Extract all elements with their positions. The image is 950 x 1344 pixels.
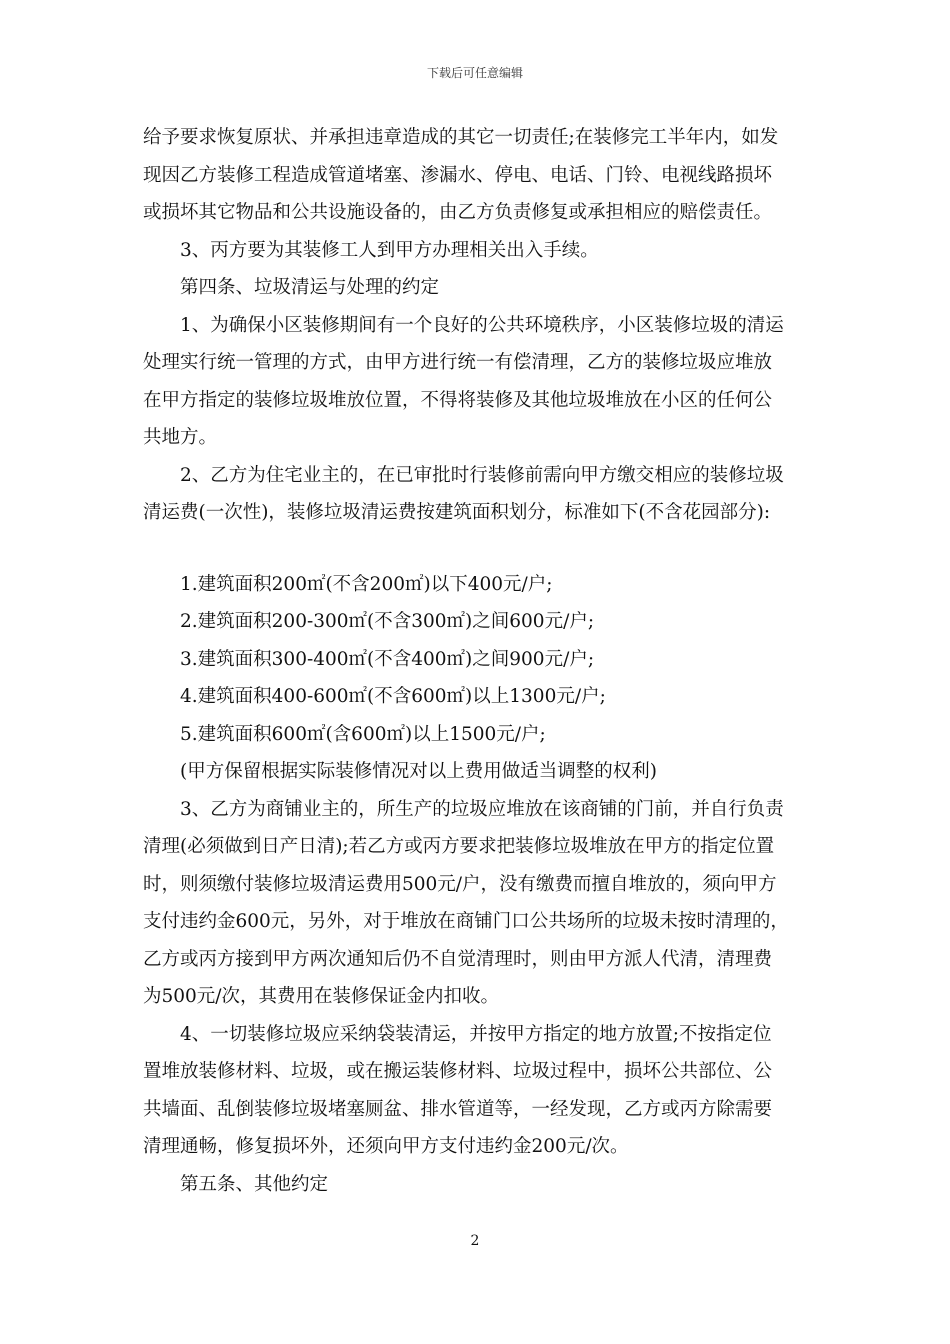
- paragraph-line: 现因乙方装修工程造成管道堵塞、渗漏水、停电、电话、门铃、电视线路损坏: [143, 164, 773, 186]
- paragraph-line: 在甲方指定的装修垃圾堆放位置，不得将装修及其他垃圾堆放在小区的任何公: [143, 389, 773, 411]
- paragraph-line: 共墙面、乱倒装修垃圾堵塞厕盆、排水管道等，一经发现，乙方或丙方除需要: [143, 1098, 773, 1120]
- paragraph-line: 乙方或丙方接到甲方两次通知后仍不自觉清理时，则由甲方派人代清，清理费: [143, 948, 773, 970]
- paragraph-line: 1、为确保小区装修期间有一个良好的公共环境秩序，小区装修垃圾的清运: [180, 314, 784, 336]
- paragraph-line: 清运费(一次性)，装修垃圾清运费按建筑面积划分，标准如下(不含花园部分):: [143, 502, 771, 523]
- list-item: 3.建筑面积300-400㎡(不含400㎡)之间900元/户;: [180, 648, 595, 670]
- paragraph-line: 共地方。: [143, 427, 218, 448]
- page-header: 下载后可任意编辑: [426, 66, 523, 80]
- paragraph-line: 4、一切装修垃圾应采纳袋装清运，并按甲方指定的地方放置;不按指定位: [180, 1023, 772, 1045]
- paragraph-line: 清理通畅，修复损坏外，还须向甲方支付违约金200元/次。: [143, 1136, 629, 1157]
- blank-line: [143, 532, 807, 566]
- paragraph-line: 为500元/次，其费用在装修保证金内扣收。: [143, 986, 500, 1007]
- paragraph-line: 2、乙方为住宅业主的，在已审批时行装修前需向甲方缴交相应的装修垃圾: [180, 464, 784, 486]
- paragraph-line: 时，则须缴付装修垃圾清运费用500元/户，没有缴费而擅自堆放的，须向甲方: [143, 873, 777, 895]
- paragraph-line: 或损坏其它物品和公共设施设备的，由乙方负责修复或承担相应的赔偿责任。: [143, 202, 773, 223]
- fee-note: (甲方保留根据实际装修情况对以上费用做适当调整的权利): [180, 761, 657, 782]
- paragraph-line: 处理实行统一管理的方式，由甲方进行统一有偿清理，乙方的装修垃圾应堆放: [143, 352, 773, 373]
- list-item: 1.建筑面积200㎡(不含200㎡)以下400元/户;: [180, 573, 553, 595]
- section-heading: 第五条、其他约定: [180, 1173, 329, 1195]
- paragraph-line: 置堆放装修材料、垃圾，或在搬运装修材料、垃圾过程中，损坏公共部位、公: [143, 1061, 773, 1082]
- paragraph-line: 清理(必须做到日产日清);若乙方或丙方要求把装修垃圾堆放在甲方的指定位置: [143, 836, 775, 857]
- list-item: 4.建筑面积400-600㎡(不含600㎡)以上1300元/户;: [180, 686, 606, 707]
- paragraph-line: 3、乙方为商铺业主的，所生产的垃圾应堆放在该商铺的门前，并自行负责: [180, 798, 784, 820]
- section-heading: 第四条、垃圾清运与处理的约定: [180, 277, 440, 298]
- paragraph-line: 给予要求恢复原状、并承担违章造成的其它一切责任;在装修完工半年内，如发: [143, 127, 779, 148]
- list-item: 2.建筑面积200-300㎡(不含300㎡)之间600元/户;: [180, 611, 595, 632]
- page-number: 2: [470, 1233, 480, 1249]
- paragraph-line: 3、丙方要为其装修工人到甲方办理相关出入手续。: [180, 239, 599, 261]
- paragraph-line: 支付违约金600元，另外，对于堆放在商铺门口公共场所的垃圾未按时清理的，: [143, 911, 789, 932]
- list-item: 5.建筑面积600㎡(含600㎡)以上1500元/户;: [180, 723, 546, 745]
- document-body: [143, 119, 807, 1203]
